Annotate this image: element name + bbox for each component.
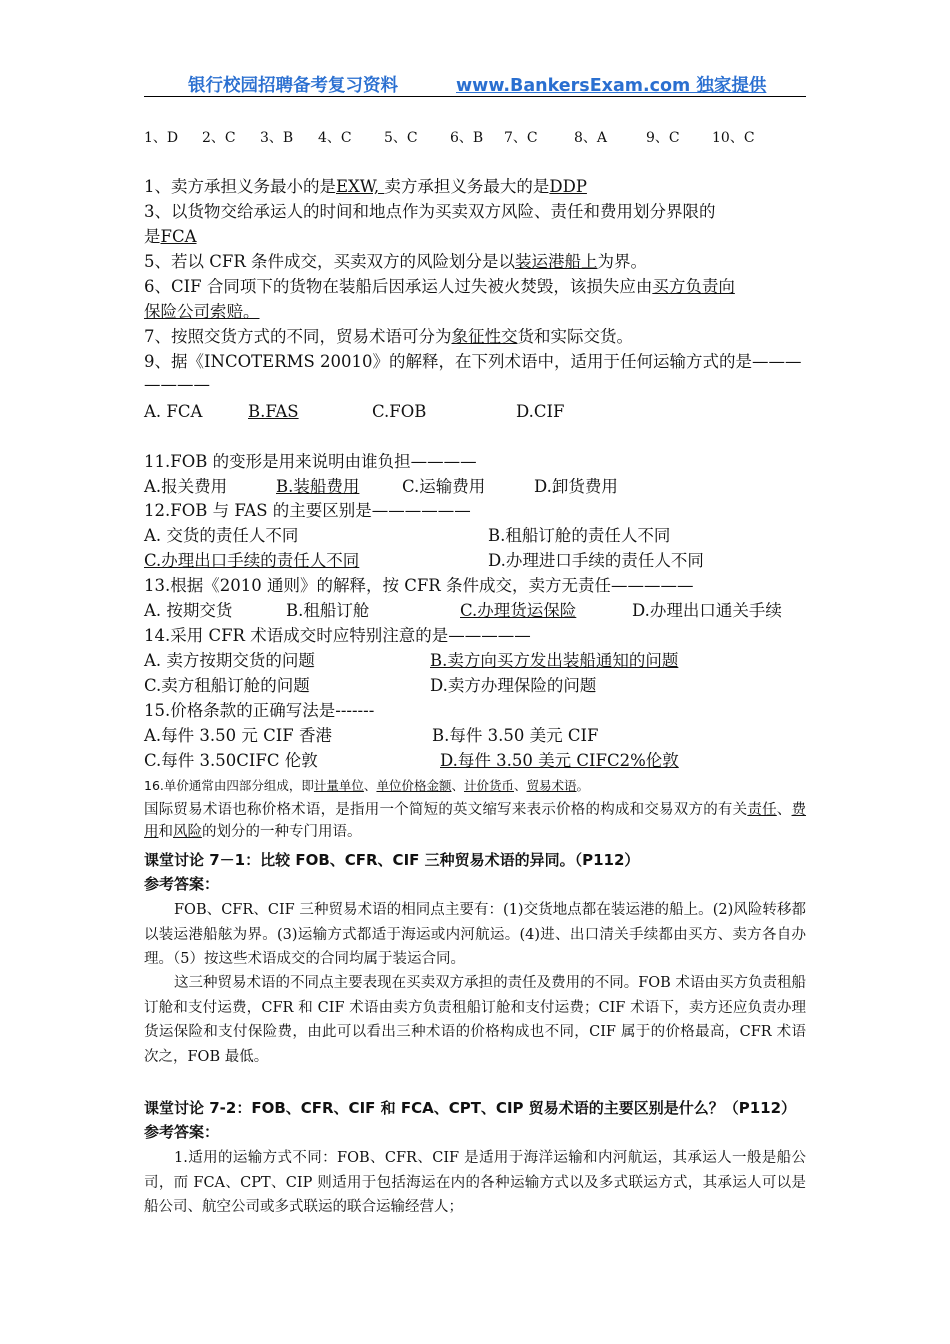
note-paragraph: 国际贸易术语也称价格术语，是指用一个简短的英文缩写来表示价格的构成和交易双方的有关责任、费用和风险的划分的一种专门用语。: [144, 802, 807, 840]
answer-item: 2、C: [202, 130, 236, 146]
header-title: 银行校园招聘备考复习资料: [188, 76, 398, 96]
discussion-7-1-para-1: FOB、CFR、CIF 三种贸易术语的相同点主要有：(1)交货地点都在装运港的船上。(2)风险转移都以装运港船舷为界。(3)运输方式都适于海运或内河航运。(4)进、出口清关手续都由买方、卖方各自办理。（5）按这些术语成交的合同均属于装运合同。: [144, 902, 806, 967]
question-13: 13.根据《2010 通则》的解释，按 CFR 条件成交，卖方无责任—————: [144, 576, 694, 595]
question-5: 5、若以 CFR 条件成交，买卖双方的风险划分是以装运港船上为界。: [144, 252, 647, 271]
question-15: 15.价格条款的正确写法是-------: [144, 701, 375, 720]
answer-item: 8、A: [574, 130, 608, 146]
answer-item: 4、C: [318, 130, 352, 146]
answer-item: 6、B: [450, 130, 484, 146]
question-9: 9、据《INCOTERMS 20010》的解释，在下列术语中，适用于任何运输方式的是———: [144, 352, 802, 371]
discussion-7-2-title: 课堂讨论 7-2：FOB、CFR、CIF 和 FCA、CPT、CIP 贸易术语的主要区别是什么？（P112）: [144, 1099, 797, 1117]
page-header: [144, 66, 806, 97]
question-9-cont: ————: [144, 375, 210, 394]
answer-item: 5、C: [384, 130, 418, 146]
question-1: 1、卖方承担义务最小的是EXW, 卖方承担义务最大的是DDP: [144, 177, 587, 196]
answer-key: [144, 127, 755, 149]
question-16: 16.单价通常由四部分组成，即计量单位、单位价格金额、计价货币、贸易术语。: [144, 778, 590, 793]
discussion-7-1-ref: 参考答案：: [144, 875, 220, 893]
header-link[interactable]: www.BankersExam.com 独家提供: [456, 76, 767, 96]
document-page: 银行校园招聘备考复习资料 www.BankersExam.com 独家提供 1、D 2、C 3、B 4、C 5、C 6、B 7、C 8、A 9、C 10、C 1、卖方承担义务最小的是EXW, 卖方承担义务最大的是DDP 3、以货物交给承运人的时间和地点作为买卖双方风险、责任和费用划分界限的 是FCA 5、若以 CFR 条件成交，买卖双方的风险划分是以装运港船上为界。 6、CIF 合同项下的货物在装船后因承运人过失被火焚毁，该损失应由买方负责向 保险公司索赔。 7、按照交货方式的不同，贸易术语可分为象征性交货和实际交货。 9、据《INCOTERMS 20010》的解释，在下列术语中，适用于任何运输方式的是——— ———— A. FCA B.FAS C.FOB D.CIF 11.FOB 的变形是用来说明由谁负担———— A.报关费用 B.装船费用 C.运输费用 D.卸货费用 12.FOB 与 FAS 的主要区别是—————— A. 交货的责任人不同 B.租船订舱的责任人不同 C.办理出口手续的责任人不同 D.办理进口手续的责任人不同 13.根据《2010 通则》的解释，按 CFR 条件成交，卖方无责任————— A. 按期交货 B.租船订舱 C.办理货运保险 D.办理出口通关手续 14.采用 CFR 术语成交时应特别注意的是————— A. 卖方按期交货的问题 B.卖方向买方发出装船通知的问题 C.卖方租船订舱的问题 D.卖方办理保险的问题 15.价格条款的正确写法是------- A.每件 3.50 元 CIF 香港 B.每件 3.50 美元 CIF C.每件 3.50CIFC 伦敦 D.每件 3.50 美元 CIFC2%伦敦 16.单价通常由四部分组成，即计量单位、单位价格金额、计价货币、贸易术语。 国际贸易术语也称价格术语，是指用一个简短的英文缩写来表示价格的构成和交易双方的有关责任、费用和风险的划分的一种专门用语。 课堂讨论 7－1：比较 FOB、CFR、CIF 三种贸易术语的异同。（P112） 参考答案： FOB、CFR、CIF 三种贸易术语的相同点主要有：(1)交货地点都在装运港的船上。(2)风险转移都以装运港船舷为界。(3)运输方式都适于海运或内河航运。(4)进、出口清关手续都由买方、卖方各自办理。（5）按这些术语成交的合同均属于装运合同。 这三种贸易术语的不同点主要表现在买卖双方承担的责任及费用的不同。FOB 术语由买方负责租船订舱和支付运费，CFR 和 CIF 术语由卖方负责租船订舱和支付运费；CIF 术语下，卖方还应负责办理货运保险和支付保险费，由此可以看出三种术语的价格构成也不同，CIF 属于的价格最高，CFR 术语次之，FOB 最低。 课堂讨论 7-2：FOB、CFR、CIF 和 FCA、CPT、CIP 贸易术语的主要区别是什么？（P112） 参考答案： 1.适用的运输方式不同：FOB、CFR、CIF 是适用于海洋运输和内河航运，其承运人一般是船公司，而 FCA、CPT、CIP 则适用于包括海运在内的各种运输方式以及多式联运方式，其承运人可以是船公司、航空公司或多式联运的联合运输经营人；: [0, 0, 950, 1344]
question-6: 6、CIF 合同项下的货物在装船后因承运人过失被火焚毁，该损失应由买方负责向: [144, 277, 735, 296]
discussion-7-1-para-2: 这三种贸易术语的不同点主要表现在买卖双方承担的责任及费用的不同。FOB 术语由买方负责租船订舱和支付运费，CFR 和 CIF 术语由卖方负责租船订舱和支付运费；CIF 术语下，卖方还应负责办理货运保险和支付保险费，由此可以看出三种术语的价格构成也不同，CIF 属于的价格最高，CFR 术语次之，FOB 最低。: [144, 975, 806, 1065]
answer-item: 1、D: [144, 130, 179, 146]
question-12: 12.FOB 与 FAS 的主要区别是——————: [144, 501, 471, 520]
discussion-7-2-ref: 参考答案：: [144, 1123, 220, 1141]
question-14: 14.采用 CFR 术语成交时应特别注意的是—————: [144, 626, 531, 645]
answer-item: 9、C: [646, 130, 680, 146]
question-7: 7、按照交货方式的不同，贸易术语可分为象征性交货和实际交货。: [144, 327, 633, 346]
question-6-cont: 保险公司索赔。: [144, 302, 260, 321]
discussion-7-1-title: 课堂讨论 7－1：比较 FOB、CFR、CIF 三种贸易术语的异同。（P112）: [144, 851, 640, 869]
answer-item: 10、C: [712, 130, 755, 146]
discussion-7-2-para-1: 1.适用的运输方式不同：FOB、CFR、CIF 是适用于海洋运输和内河航运，其承运人一般是船公司，而 FCA、CPT、CIP 则适用于包括海运在内的各种运输方式以及多式联运方式，其承运人可以是船公司、航空公司或多式联运的联合运输经营人；: [144, 1150, 806, 1215]
answer-item: 3、B: [260, 130, 294, 146]
question-3-cont: 是FCA: [144, 227, 197, 246]
answer-item: 7、C: [504, 130, 538, 146]
question-11: 11.FOB 的变形是用来说明由谁负担————: [144, 452, 477, 471]
question-3: 3、以货物交给承运人的时间和地点作为买卖双方风险、责任和费用划分界限的: [144, 202, 716, 221]
